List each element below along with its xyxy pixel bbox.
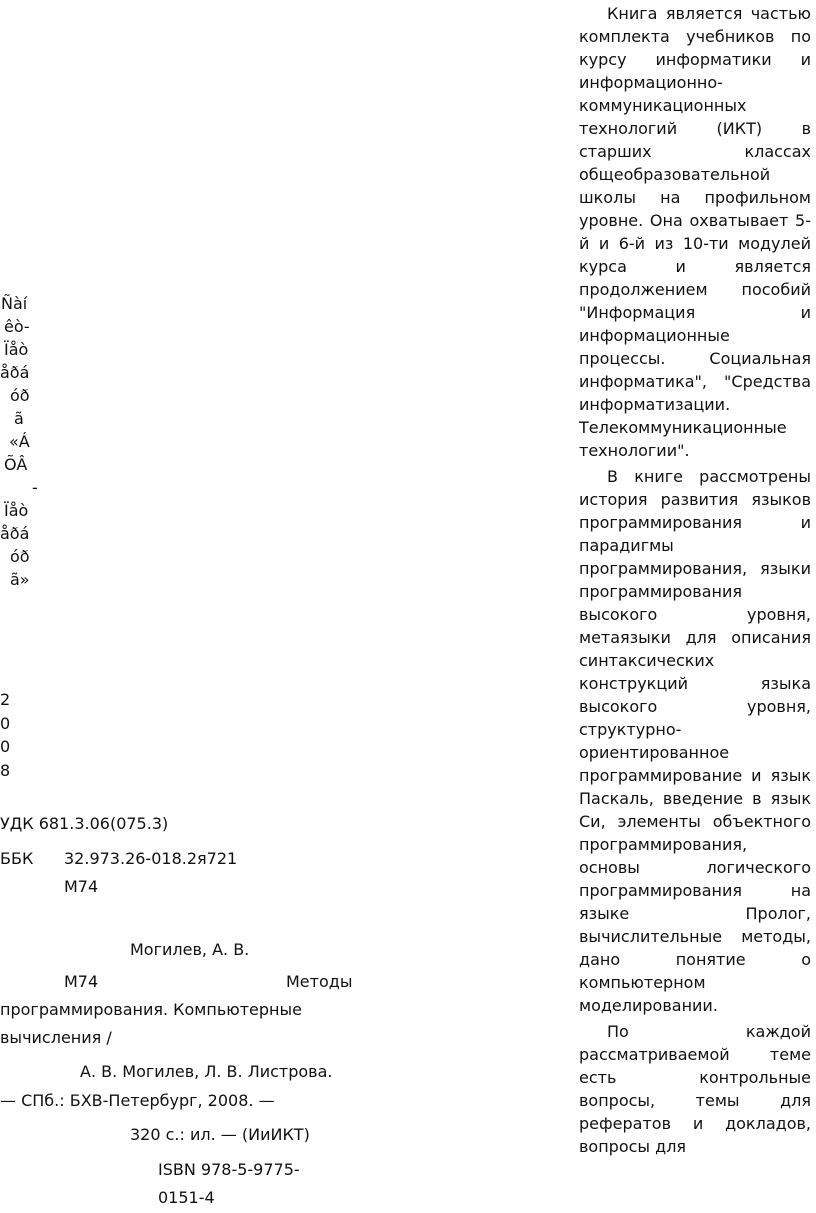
garbled-line: åðá <box>0 524 30 543</box>
year-digit: 2 <box>0 690 11 709</box>
garbled-line: óð <box>10 547 30 566</box>
catalog-code-2: М74 <box>64 972 99 991</box>
annotation-paragraph: Книга является частью комплекта учебников по курсу информатики и информационно-коммуникационных технологий (ИКТ) в старших классах общеобразовательной школы на профильном уровне. Она охватывает 5-й и 6-й из 10-ти модулей курса и является продолжением пособий "Информация и информационные процессы. Социальная информатика", "Средства информатизации. Телекоммуникационные технологии". <box>579 4 811 460</box>
title-line: программирования. Компьютерные <box>0 1000 302 1019</box>
authors-line: А. В. Могилев, Л. В. Листрова. <box>80 1062 333 1081</box>
isbn-line: 0151-4 <box>158 1188 215 1207</box>
garbled-line: êò- <box>4 317 30 336</box>
annotation-paragraph: По каждой рассматриваемой теме есть контрольные вопросы, темы для рефератов и докладов, вопросы для <box>579 1022 811 1156</box>
title-word: Методы <box>286 972 353 991</box>
garbled-publisher-column <box>0 292 40 591</box>
author-heading: Могилев, А. В. <box>130 940 250 959</box>
catalog-code: М74 <box>64 877 99 896</box>
garbled-line: «Á <box>9 432 30 451</box>
bbk-label: ББК <box>0 849 34 868</box>
annotation-paragraph: В книге рассмотрены история развития языков программирования и парадигмы программирования, языки программирования высокого уровня, метаязыки для описания синтаксических конструкций языка высокого уровня, структурно-ориентированное программирование и язык Паскаль, введение в язык Си, элементы объектного программирования, основы логического программирования на языке Пролог, вычислительные методы, дано понятие о компьютерном моделировании. <box>579 467 811 1015</box>
garbled-line: Ñàí <box>1 294 28 313</box>
isbn-line: ISBN 978-5-9775- <box>158 1160 300 1179</box>
publisher-line: — СПб.: БХВ-Петербург, 2008. — <box>0 1091 275 1110</box>
year-digit: 0 <box>0 737 11 756</box>
garbled-line: ã <box>14 409 24 428</box>
annotation-column <box>579 2 811 1161</box>
garbled-line: ã» <box>10 570 30 589</box>
year-digit: 0 <box>0 713 11 733</box>
pages-line: 320 с.: ил. — (ИиИКТ) <box>130 1125 310 1144</box>
garbled-line: Ïåò <box>4 501 29 520</box>
garbled-line: óð <box>10 386 30 405</box>
garbled-line: åðá <box>0 363 30 382</box>
bbk-value: 32.973.26-018.2я721 <box>64 849 238 868</box>
title-line: вычисления / <box>0 1028 112 1047</box>
year-digit: 8 <box>0 760 11 780</box>
garbled-line: Ïåò <box>4 340 29 359</box>
garbled-line: - <box>32 478 38 497</box>
year-digits <box>0 688 10 782</box>
udk-line: УДК 681.3.06(075.3) <box>0 814 169 833</box>
garbled-line: ÕÂ <box>4 455 28 474</box>
